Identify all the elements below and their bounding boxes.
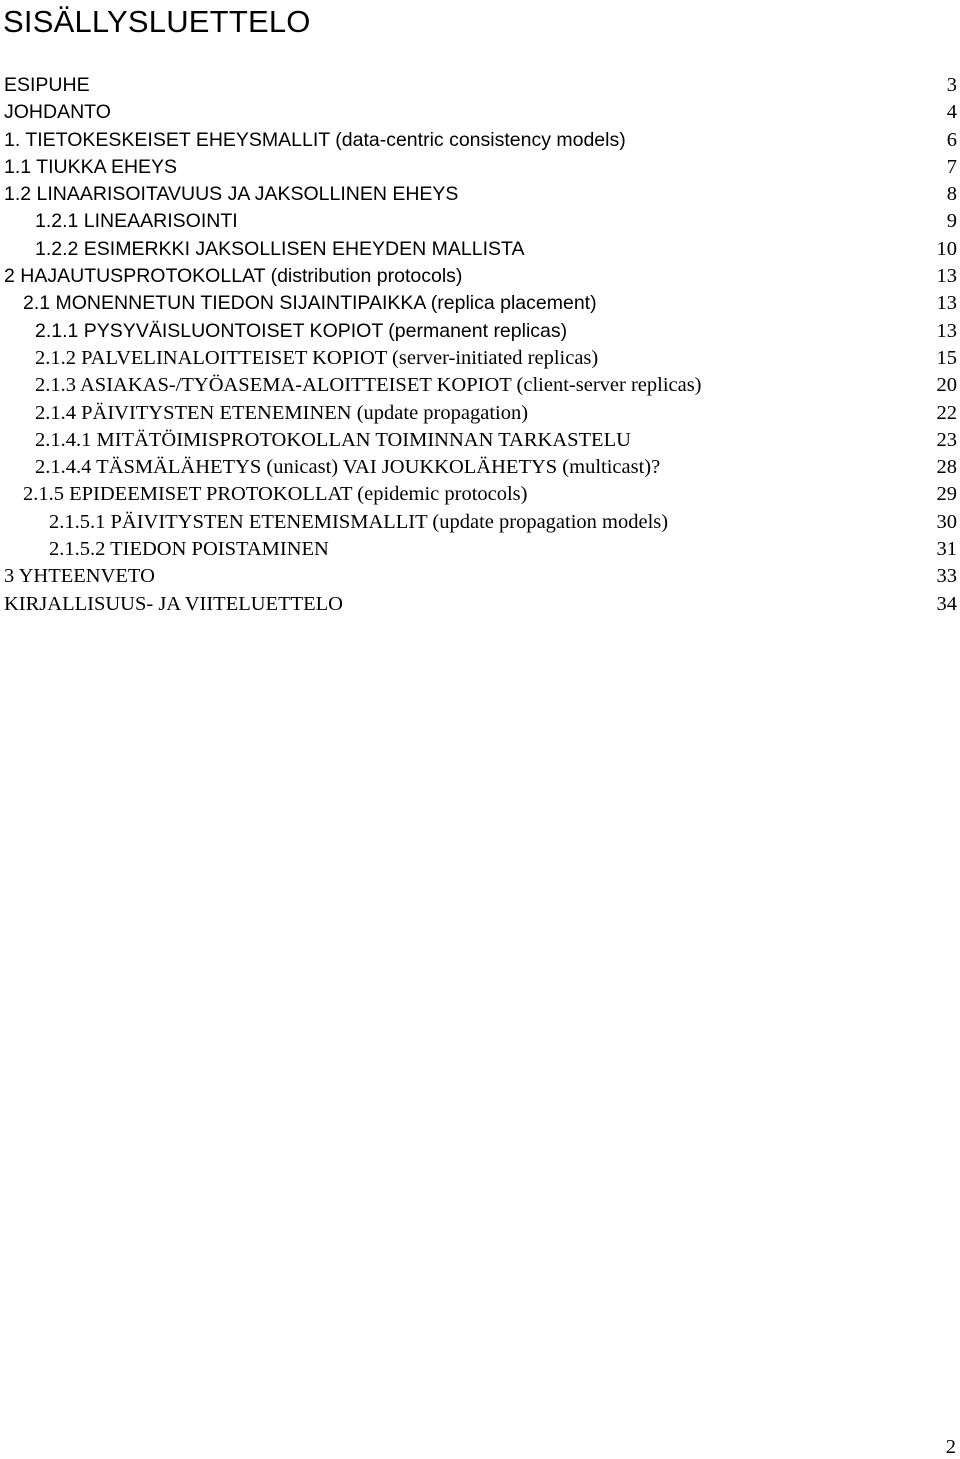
toc-entry-title: 3 YHTEENVETO	[4, 565, 155, 588]
toc-entry-title: 2.1.5.1 PÄIVITYSTEN ETENEMISMALLIT (update propagation models)	[49, 510, 669, 533]
toc-entry-title: 2.1.4 PÄIVITYSTEN ETENEMINEN (update propagation)	[35, 401, 529, 424]
toc-entry-page-number: 3	[946, 74, 957, 96]
toc-entry-page-number: 4	[946, 101, 957, 124]
toc-entry-title: 1.2.2 ESIMERKKI JAKSOLLISEN EHEYDEN MALLISTA	[35, 237, 525, 260]
toc-entry[interactable]	[4, 263, 957, 290]
toc-entry[interactable]	[4, 345, 957, 372]
toc-entry-title: 2.1.4.1 MITÄTÖIMISPROTOKOLLAN TOIMINNAN TARKASTELU	[35, 428, 631, 451]
toc-entry[interactable]	[4, 372, 957, 399]
toc-entry[interactable]	[4, 509, 957, 536]
toc-entry-title: 2.1.5.2 TIEDON POISTAMINEN	[49, 538, 329, 561]
toc-entry[interactable]	[4, 127, 957, 154]
toc-entry-page-number: 13	[936, 319, 957, 342]
toc-entry[interactable]	[4, 454, 957, 481]
toc-entry-page-number: 13	[936, 292, 957, 315]
toc-entry[interactable]	[4, 99, 957, 126]
toc-entry-title: 1.2.1 LINEAARISOINTI	[35, 210, 238, 233]
toc-entry-page-number: 23	[936, 428, 957, 451]
toc-entry-page-number: 13	[936, 265, 957, 288]
toc-entry-title: 2.1.1 PYSYVÄISLUONTOISET KOPIOT (permanent replicas)	[35, 319, 568, 342]
toc-entry-page-number: 34	[936, 592, 957, 615]
page-number: 2	[945, 1436, 956, 1458]
toc-entry-page-number: 33	[936, 565, 957, 588]
toc-entry[interactable]	[4, 208, 957, 235]
toc-entry[interactable]	[4, 181, 957, 208]
toc-entry[interactable]	[4, 154, 957, 181]
toc-entry-title: 1.1 TIUKKA EHEYS	[4, 155, 178, 178]
table-of-contents	[4, 72, 957, 618]
toc-entry-page-number: 6	[946, 128, 957, 151]
toc-entry[interactable]	[4, 427, 957, 454]
toc-entry-title: 2.1 MONENNETUN TIEDON SIJAINTIPAIKKA (replica placement)	[23, 292, 597, 315]
toc-entry-page-number: 30	[936, 510, 957, 533]
toc-entry-title: 2.1.2 PALVELINALOITTEISET KOPIOT (server-initiated replicas)	[35, 346, 599, 369]
toc-entry-page-number: 28	[936, 456, 957, 479]
toc-entry-title: 2.1.4.4 TÄSMÄLÄHETYS (unicast) VAI JOUKKOLÄHETYS (multicast)?	[35, 456, 661, 479]
toc-entry-title: 2.1.3 ASIAKAS-/TYÖASEMA-ALOITTEISET KOPIOT (client-server replicas)	[35, 374, 702, 397]
toc-entry-title: KIRJALLISUUS- JA VIITELUETTELO	[4, 592, 343, 615]
toc-entry-title: 1.2 LINAARISOITAVUUS JA JAKSOLLINEN EHEYS	[4, 183, 459, 206]
toc-entry-page-number: 8	[946, 183, 957, 206]
toc-entry-title: 2 HAJAUTUSPROTOKOLLAT (distribution protocols)	[4, 265, 463, 288]
toc-entry-page-number: 9	[946, 210, 957, 233]
page-title: SISÄLLYSLUETTELO	[3, 4, 311, 39]
toc-entry[interactable]	[4, 591, 957, 618]
toc-entry-page-number: 22	[936, 401, 957, 424]
toc-entry[interactable]	[4, 236, 957, 263]
toc-entry-page-number: 10	[936, 237, 957, 260]
toc-entry-title: 2.1.5 EPIDEEMISET PROTOKOLLAT (epidemic protocols)	[23, 483, 528, 506]
toc-entry-page-number: 29	[936, 483, 957, 506]
toc-entry[interactable]	[4, 318, 957, 345]
toc-entry[interactable]	[4, 536, 957, 563]
toc-entry-page-number: 31	[936, 538, 957, 561]
toc-entry-title: ESIPUHE	[4, 74, 90, 96]
toc-entry-page-number: 7	[946, 155, 957, 178]
toc-entry[interactable]	[4, 400, 957, 427]
toc-entry-title: 1. TIETOKESKEISET EHEYSMALLIT (data-centric consistency models)	[4, 128, 626, 151]
toc-entry-page-number: 20	[936, 374, 957, 397]
toc-entry[interactable]	[4, 563, 957, 590]
toc-entry-page-number: 15	[936, 346, 957, 369]
toc-entry[interactable]	[4, 290, 957, 317]
toc-entry[interactable]	[4, 481, 957, 508]
toc-entry-title: JOHDANTO	[4, 101, 111, 124]
toc-entry[interactable]	[4, 72, 957, 99]
